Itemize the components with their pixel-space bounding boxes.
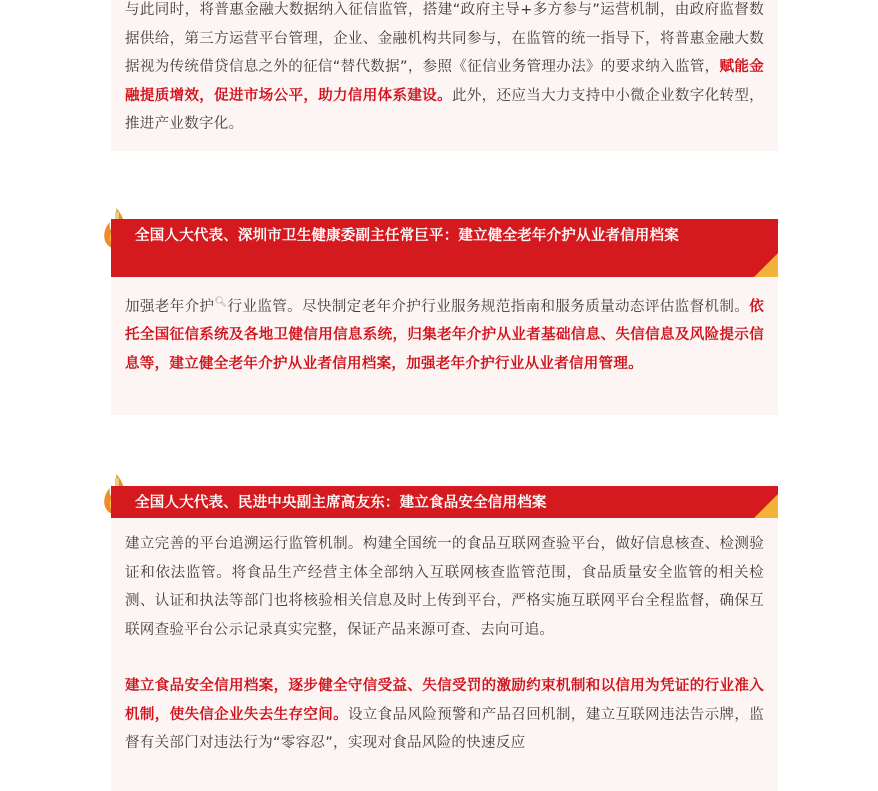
section-title: 全国人大代表、深圳市卫生健康委副主任常巨平：建立健全老年介护从业者信用档案 xyxy=(135,228,679,244)
section-title: 全国人大代表、民进中央副主席高友东：建立食品安全信用档案 xyxy=(135,495,547,511)
corner-decoration xyxy=(754,494,778,518)
paragraph-finance xyxy=(125,0,764,139)
paragraph-food-safety-1: 建立完善的平台追溯运行监管机制。构建全国统一的食品互联网查验平台，做好信息核查、检测验证和依法监管。将食品生产经营主体全部纳入互联网核查监管范围，食品质量安全监管的相关检测、认证和执法等部门也将核验相关信息及时上传到平台，严格实施互联网平台全程监督，确保互联网查验平台公示记录真实完整，保证产品来源可查、去向可追。 xyxy=(125,536,764,638)
highlight-text: 依托全国征信系统及各地卫健信用信息系统，归集老年介护从业者基础信息、失信信息及风险提示信息等，建立健全老年介护从业者信用档案，加强老年介护行业从业者信用管理。 xyxy=(125,298,765,372)
section-header-elderly-care xyxy=(111,219,778,277)
corner-decoration xyxy=(754,253,778,277)
paragraph-text: 此外，还应当大力支持中小微企业数字化转型，推进产业数字化。 xyxy=(125,87,764,132)
search-icon[interactable]: 🔍︎ xyxy=(214,297,228,308)
section-header-food-safety xyxy=(111,486,778,518)
highlight-text: 建立食品安全信用档案，逐步健全守信受益、失信受罚的激励约束机制和以信用为凭证的行业准入机制，使失信企业失去生存空间。 xyxy=(125,678,764,723)
paragraph-text: 设立食品风险预警和产品召回机制，建立互联网违法告示牌，监督有关部门对违法行为“零容忍”，实现对食品风险的快速反应 xyxy=(125,706,765,751)
paragraph-food-safety-2 xyxy=(125,672,764,758)
paragraph-text: 加强老年介护 xyxy=(125,298,215,315)
highlight-text: 赋能金融提质增效，促进市场公平，助力信用体系建设。 xyxy=(125,59,764,104)
content-card-food-safety xyxy=(111,518,778,791)
content-card-elderly-care xyxy=(111,277,778,415)
content-card-finance xyxy=(111,0,778,151)
paragraph-elderly-care xyxy=(125,289,764,378)
paragraph-text: 与此同时，将普惠金融大数据纳入征信监管，搭建“政府主导+多方参与”运营机制，由政府监督数据供给，第三方运营平台管理，企业、金融机构共同参与，在监管的统一指导下，将普惠金融大数据视为传统借贷信息之外的征信“替代数据”，参照《征信业务管理办法》的要求纳入监管， xyxy=(125,2,764,75)
paragraph-text: 行业监管。尽快制定老年介护行业服务规范指南和服务质量动态评估监督机制。 xyxy=(227,298,750,315)
